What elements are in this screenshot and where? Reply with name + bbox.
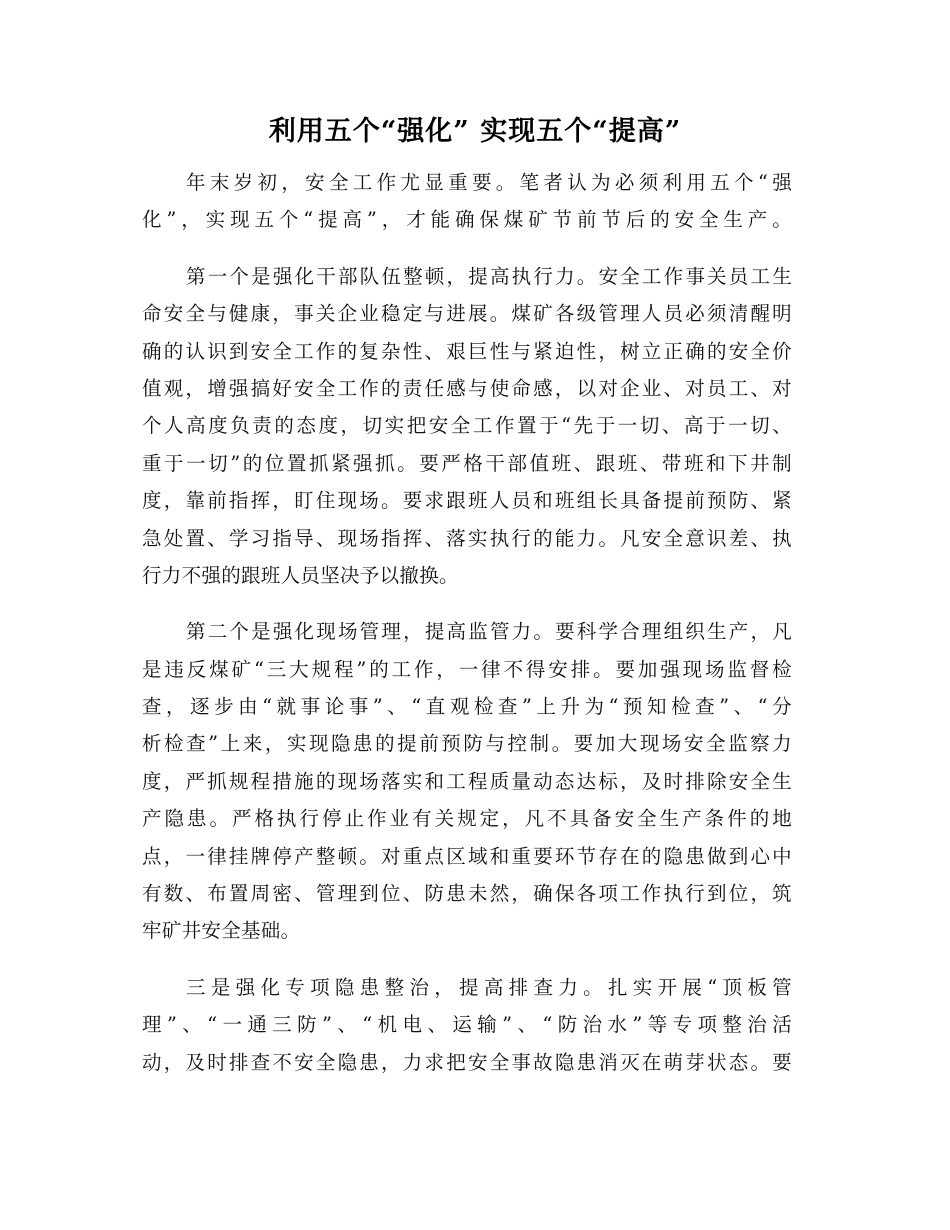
paragraph-line: 析检查”上来，实现隐患的提前预防与控制。要加大现场安全监察力 (142, 732, 792, 756)
paragraph-line: 查，逐步由“就事论事”、“直观检查”上升为“预知检查”、“分 (142, 695, 792, 719)
paragraph-line: 理”、“一通三防”、“机电、运输”、“防治水”等专项整治活 (142, 1013, 792, 1037)
paragraph-first-strengthen (142, 258, 792, 595)
paragraph-line: 值观，增强搞好安全工作的责任感与使命感，以对企业、对员工、对 (142, 376, 792, 400)
paragraph-line: 急处置、学习指导、现场指挥、落实执行的能力。凡安全意识差、执 (142, 526, 792, 550)
paragraph-line: 年末岁初，安全工作尤显重要。笔者认为必须利用五个“强 (186, 171, 792, 194)
paragraph-line: 有数、布置周密、管理到位、防患未然，确保各项工作执行到位，筑 (142, 882, 792, 906)
paragraph-line: 点，一律挂牌停产整顿。对重点区域和重要环节存在的隐患做到心中 (142, 844, 792, 868)
paragraph-line: 第二个是强化现场管理，提高监管力。要科学合理组织生产，凡 (186, 620, 792, 644)
paragraph-line: 度，严抓规程措施的现场落实和工程质量动态达标，及时排除安全生 (142, 769, 792, 793)
paragraph-line: 三是强化专项隐患整治，提高排查力。扎实开展“顶板管 (186, 975, 792, 999)
paragraph-line: 是违反煤矿“三大规程”的工作，一律不得安排。要加强现场监督检 (142, 657, 792, 681)
paragraph-intro (142, 164, 792, 239)
paragraph-line: 产隐患。严格执行停止作业有关规定，凡不具备安全生产条件的地 (142, 807, 792, 831)
document-body (142, 164, 792, 1100)
document-title: 利用五个“强化” 实现五个“提高” (268, 116, 682, 147)
paragraph-third-strengthen (142, 969, 792, 1081)
paragraph-second-strengthen (142, 613, 792, 950)
paragraph-line: 重于一切”的位置抓紧强抓。要严格干部值班、跟班、带班和下井制 (142, 451, 792, 475)
paragraph-line: 命安全与健康，事关企业稳定与进展。煤矿各级管理人员必须清醒明 (142, 302, 792, 326)
paragraph-line: 动，及时排查不安全隐患，力求把安全事故隐患消灭在萌芽状态。要 (142, 1050, 792, 1074)
paragraph-line: 牢矿井安全基础。 (142, 919, 301, 943)
paragraph-line: 行力不强的跟班人员坚决予以撤换。 (142, 563, 459, 587)
paragraph-line: 第一个是强化干部队伍整顿，提高执行力。安全工作事关员工生 (186, 264, 792, 288)
paragraph-line: 化”，实现五个“提高”，才能确保煤矿节前节后的安全生产。 (142, 208, 792, 232)
paragraph-line: 度，靠前指挥，盯住现场。要求跟班人员和班组长具备提前预防、紧 (142, 489, 792, 513)
paragraph-line: 个人高度负责的态度，切实把安全工作置于“先于一切、高于一切、 (142, 414, 792, 438)
paragraph-line: 确的认识到安全工作的复杂性、艰巨性与紧迫性，树立正确的安全价 (142, 339, 792, 363)
